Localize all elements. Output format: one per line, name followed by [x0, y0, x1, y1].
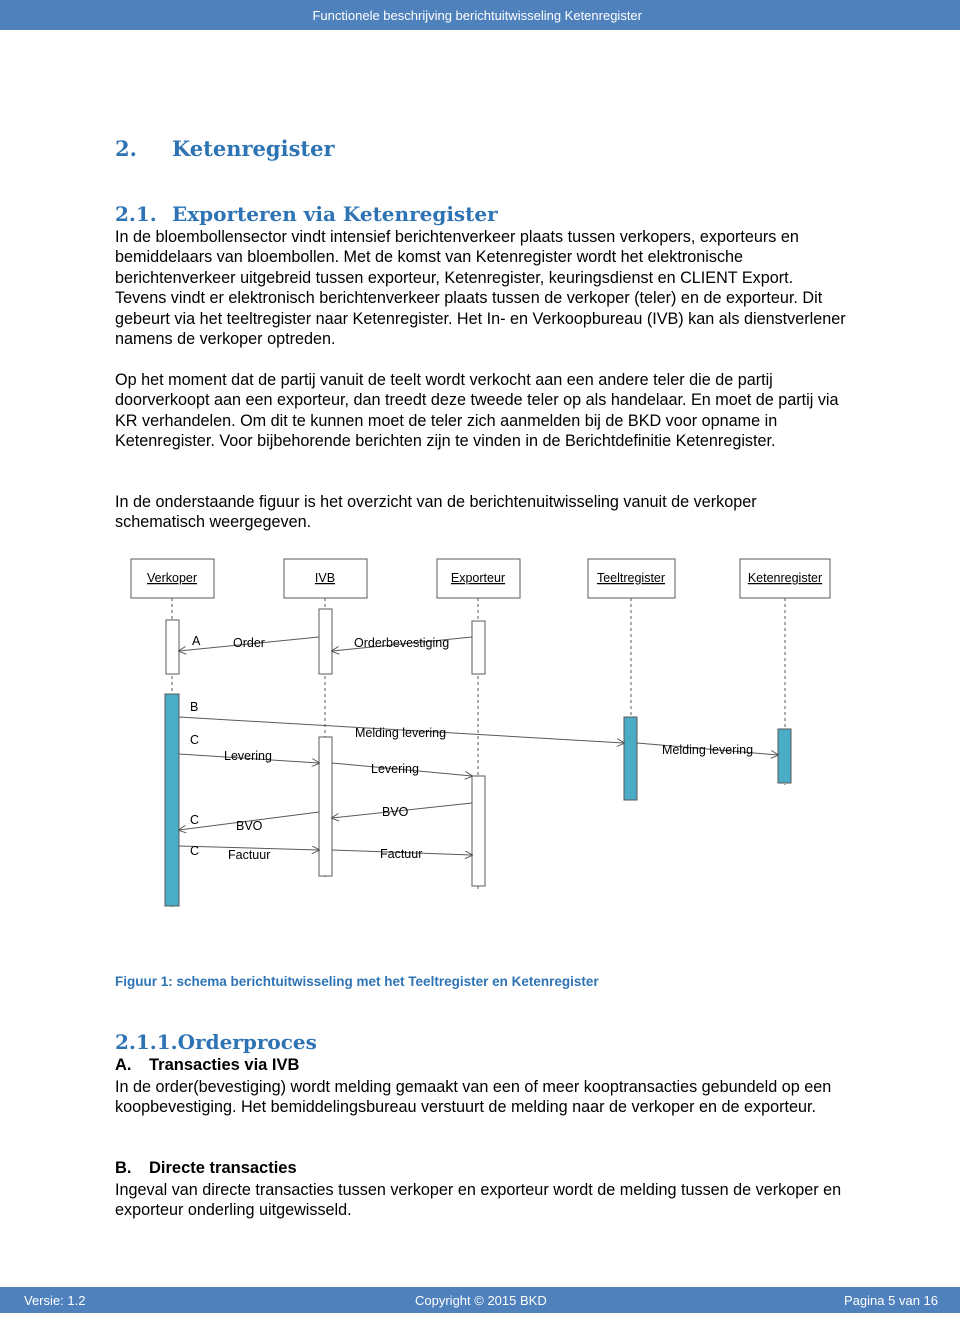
activation-exporteur-a: [472, 621, 485, 674]
subhead-b-title: Directe transacties: [149, 1159, 297, 1177]
subsection-title: Exporteren via Ketenregister: [172, 202, 498, 226]
msg-bvo-2: BVO: [382, 805, 409, 819]
actor-exporteur-label: Exporteur: [450, 571, 506, 585]
msg-factuur-1: Factuur: [228, 848, 271, 862]
subhead-a: [115, 1056, 299, 1075]
row-label-c2: C: [190, 813, 200, 827]
section-title: Ketenregister: [172, 136, 335, 161]
msg-order: Order: [233, 636, 265, 650]
msg-orderbevestiging: Orderbevestiging: [354, 636, 450, 650]
msg-bvo-1: BVO: [236, 819, 263, 833]
activation-ivb-b: [319, 737, 332, 876]
subsection-number: 2.1.: [115, 202, 157, 226]
actor-ivb: [284, 559, 367, 598]
footer-copyright: Copyright © 2015 BKD: [415, 1293, 547, 1308]
actor-ketenregister-label: Ketenregister: [747, 571, 823, 585]
section-number: 2.: [115, 136, 137, 161]
row-label-b: B: [190, 700, 199, 714]
msg-factuur-2: Factuur: [380, 847, 423, 861]
footer-version: Versie: 1.2: [24, 1293, 86, 1308]
intro-paragraph-2: Op het moment dat de partij vanuit de teelt wordt verkocht aan een andere teler die de partij doorverkoopt aan een exporteur, dan treedt deze tweede teler op als handelaar. En moet de partij via KR verhandelen. Om dit te kunnen moet de teler zich aanmelden bij de BKD voor opname in Ketenregister. Voor bijbehorende berichten zijn te vinden in de Berichtdefinitie Ketenregister.: [115, 371, 839, 451]
footer-page: Pagina 5 van 16: [844, 1293, 938, 1308]
subhead-a-title: Transacties via IVB: [149, 1056, 300, 1074]
actor-ketenregister: [740, 559, 830, 598]
intro-paragraph-3: In de onderstaande figuur is het overzicht van de berichtenuitwisseling vanuit de verkoper schematisch weergegeven.: [115, 493, 757, 532]
actor-verkoper-label: Verkoper: [146, 571, 198, 585]
msg-melding-levering-2: Melding levering: [662, 743, 754, 757]
paragraph-b: Ingeval van directe transacties tussen verkoper en exporteur wordt de melding tussen de verkoper en exporteur onderling uitgewisseld.: [115, 1181, 842, 1220]
activation-teeltregister: [624, 717, 637, 800]
actor-exporteur: [437, 559, 520, 598]
subhead-a-letter: A.: [115, 1056, 132, 1074]
footer-bar: [0, 1287, 960, 1313]
header-title: Functionele beschrijving berichtuitwisseling Ketenregister: [312, 8, 642, 23]
actor-teeltregister-label: Teeltregister: [596, 571, 666, 585]
msg-levering-1: Levering: [224, 749, 272, 763]
actor-teeltregister: [588, 559, 675, 598]
activation-ivb-a: [319, 609, 332, 674]
intro-paragraph-1: In de bloembollensector vindt intensief berichtenverkeer plaats tussen verkopers, exporteurs en bemiddelaars van bloembollen. Met de komst van Ketenregister wordt het elektronische berichtenverkeer uitgebreid tussen exporteur, Ketenregister, keuringsdienst en CLIENT Export. Tevens vindt er elektronisch berichtenverkeer plaats tussen de verkoper (teler) en de exporteur. Dit gebeurt via het teeltregister naar Ketenregister. Het In- en Verkoopbureau (IVB) kan als dienstverlener namens de verkoper optreden.: [115, 228, 846, 349]
paragraph-a: In de order(bevestiging) wordt melding gemaakt van een of meer kooptransacties gebundeld op een koopbevestiging. Het bemiddelingsbureau verstuurt de melding naar de verkoper en de exporteur.: [115, 1078, 832, 1117]
subhead-b: [115, 1159, 297, 1178]
activation-exporteur-b: [472, 776, 485, 886]
actor-verkoper: [131, 559, 214, 598]
orderproces-number: 2.1.1.: [115, 1030, 178, 1054]
activation-verkoper-b: [165, 694, 179, 906]
orderproces-heading: [115, 1030, 317, 1054]
row-label-c3: C: [190, 844, 200, 858]
row-label-a: A: [192, 634, 201, 648]
actor-ivb-label: IVB: [314, 571, 336, 585]
orderproces-title: Orderproces: [177, 1030, 317, 1054]
figure-caption: Figuur 1: schema berichtuitwisseling met het Teeltregister en Ketenregister: [115, 974, 599, 989]
activation-ketenregister: [778, 729, 791, 783]
row-label-c1: C: [190, 733, 200, 747]
activation-verkoper-a: [166, 620, 179, 674]
msg-levering-2: Levering: [371, 762, 419, 776]
subhead-b-letter: B.: [115, 1159, 132, 1177]
msg-melding-levering-1: Melding levering: [355, 726, 447, 740]
